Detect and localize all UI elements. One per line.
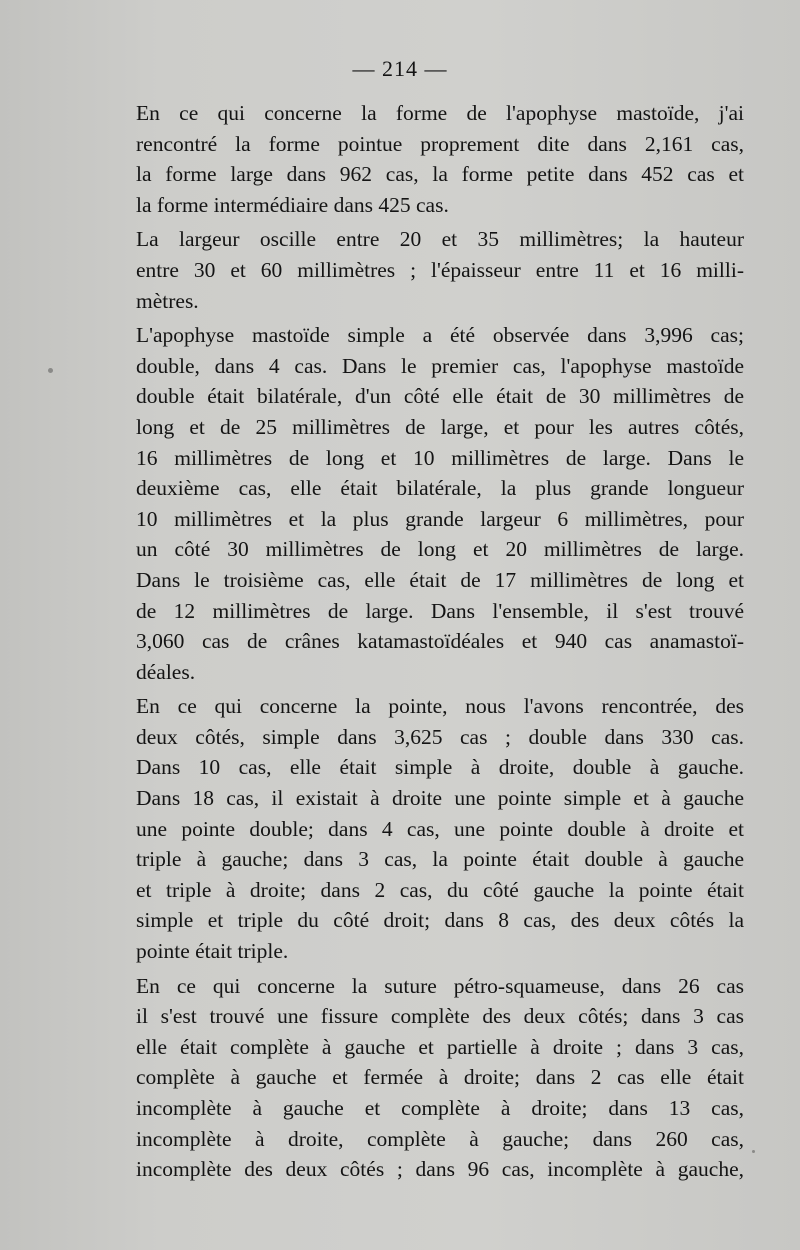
text-line: Dans 10 cas, elle était simple à droite, double à gauche. — [136, 755, 744, 780]
text-line: la forme intermédiaire dans 425 cas. — [136, 192, 449, 217]
text-line: de 12 millimètres de large. Dans l'ensemble, il s'est trouvé — [136, 598, 744, 623]
text-line: double, dans 4 cas. Dans le premier cas, l'apophyse mastoïde — [136, 353, 744, 378]
page-number: — 214 — — [352, 56, 448, 81]
paper-speck — [48, 368, 53, 373]
text-line: L'apophyse mastoïde simple a été observée dans 3,996 cas; — [136, 323, 744, 348]
text-line: triple à gauche; dans 3 cas, la pointe était double à gauche — [136, 847, 744, 872]
text-line: En ce qui concerne la forme de l'apophyse mastoïde, j'ai — [136, 101, 744, 125]
text-line: la forme large dans 962 cas, la forme petite dans 452 cas et — [136, 162, 744, 187]
text-line: complète à gauche et fermée à droite; dans 2 cas elle était — [136, 1065, 744, 1090]
text-line: incomplète à droite, complète à gauche; dans 260 cas, — [136, 1126, 744, 1151]
paragraph-pointe — [112, 691, 744, 966]
text-line: Dans le troisième cas, elle était de 17 millimètres de long et — [136, 567, 744, 592]
text-line: deuxième cas, elle était bilatérale, la plus grande longueur — [136, 476, 744, 501]
text-line: long et de 25 millimètres de large, et pour les autres côtés, — [136, 414, 744, 439]
text-line: incomplète des deux côtés ; dans 96 cas, incomplète à gauche, — [136, 1157, 744, 1182]
paragraph-suture — [112, 971, 744, 1185]
text-line: pointe était triple. — [136, 939, 289, 964]
body-text — [112, 98, 744, 1189]
paragraph-apophysis-form — [112, 98, 744, 220]
paper-speck — [752, 1150, 755, 1153]
text-line: déales. — [136, 659, 196, 684]
text-line: 16 millimètres de long et 10 millimètres de large. Dans le — [136, 445, 744, 470]
text-line: En ce qui concerne la pointe, nous l'avons rencontrée, des — [136, 694, 744, 719]
text-line: elle était complète à gauche et partielle à droite ; dans 3 cas, — [136, 1034, 744, 1059]
text-line: incomplète à gauche et complète à droite; dans 13 cas, — [136, 1096, 744, 1120]
text-line: rencontré la forme pointue proprement dite dans 2,161 cas, — [136, 131, 744, 156]
text-line: une pointe double; dans 4 cas, une pointe double à droite et — [136, 816, 744, 841]
text-line: simple et triple du côté droit; dans 8 cas, des deux côtés la — [136, 908, 744, 933]
text-line: En ce qui concerne la suture pétro-squameuse, dans 26 cas — [136, 973, 744, 998]
text-line: un côté 30 millimètres de long et 20 millimètres de large. — [136, 537, 744, 562]
text-line: double était bilatérale, d'un côté elle était de 30 millimètres de — [136, 384, 744, 409]
text-line: et triple à droite; dans 2 cas, du côté gauche la pointe était — [136, 877, 744, 902]
text-line: Dans 18 cas, il existait à droite une pointe simple et à gauche — [136, 786, 744, 811]
text-line: 3,060 cas de crânes katamastoïdéales et 940 cas anamastoï- — [136, 629, 744, 654]
text-line: mètres. — [136, 288, 199, 313]
text-line: il s'est trouvé une fissure complète des deux côtés; dans 3 cas — [136, 1004, 744, 1029]
text-line: 10 millimètres et la plus grande largeur 6 millimètres, pour — [136, 506, 744, 531]
text-line: La largeur oscille entre 20 et 35 millimètres; la hauteur — [136, 227, 744, 252]
paragraph-simple-double — [112, 320, 744, 687]
text-line: entre 30 et 60 millimètres ; l'épaisseur entre 11 et 16 milli- — [136, 257, 744, 282]
text-line: deux côtés, simple dans 3,625 cas ; double dans 330 cas. — [136, 724, 744, 749]
paragraph-dimensions — [112, 224, 744, 316]
